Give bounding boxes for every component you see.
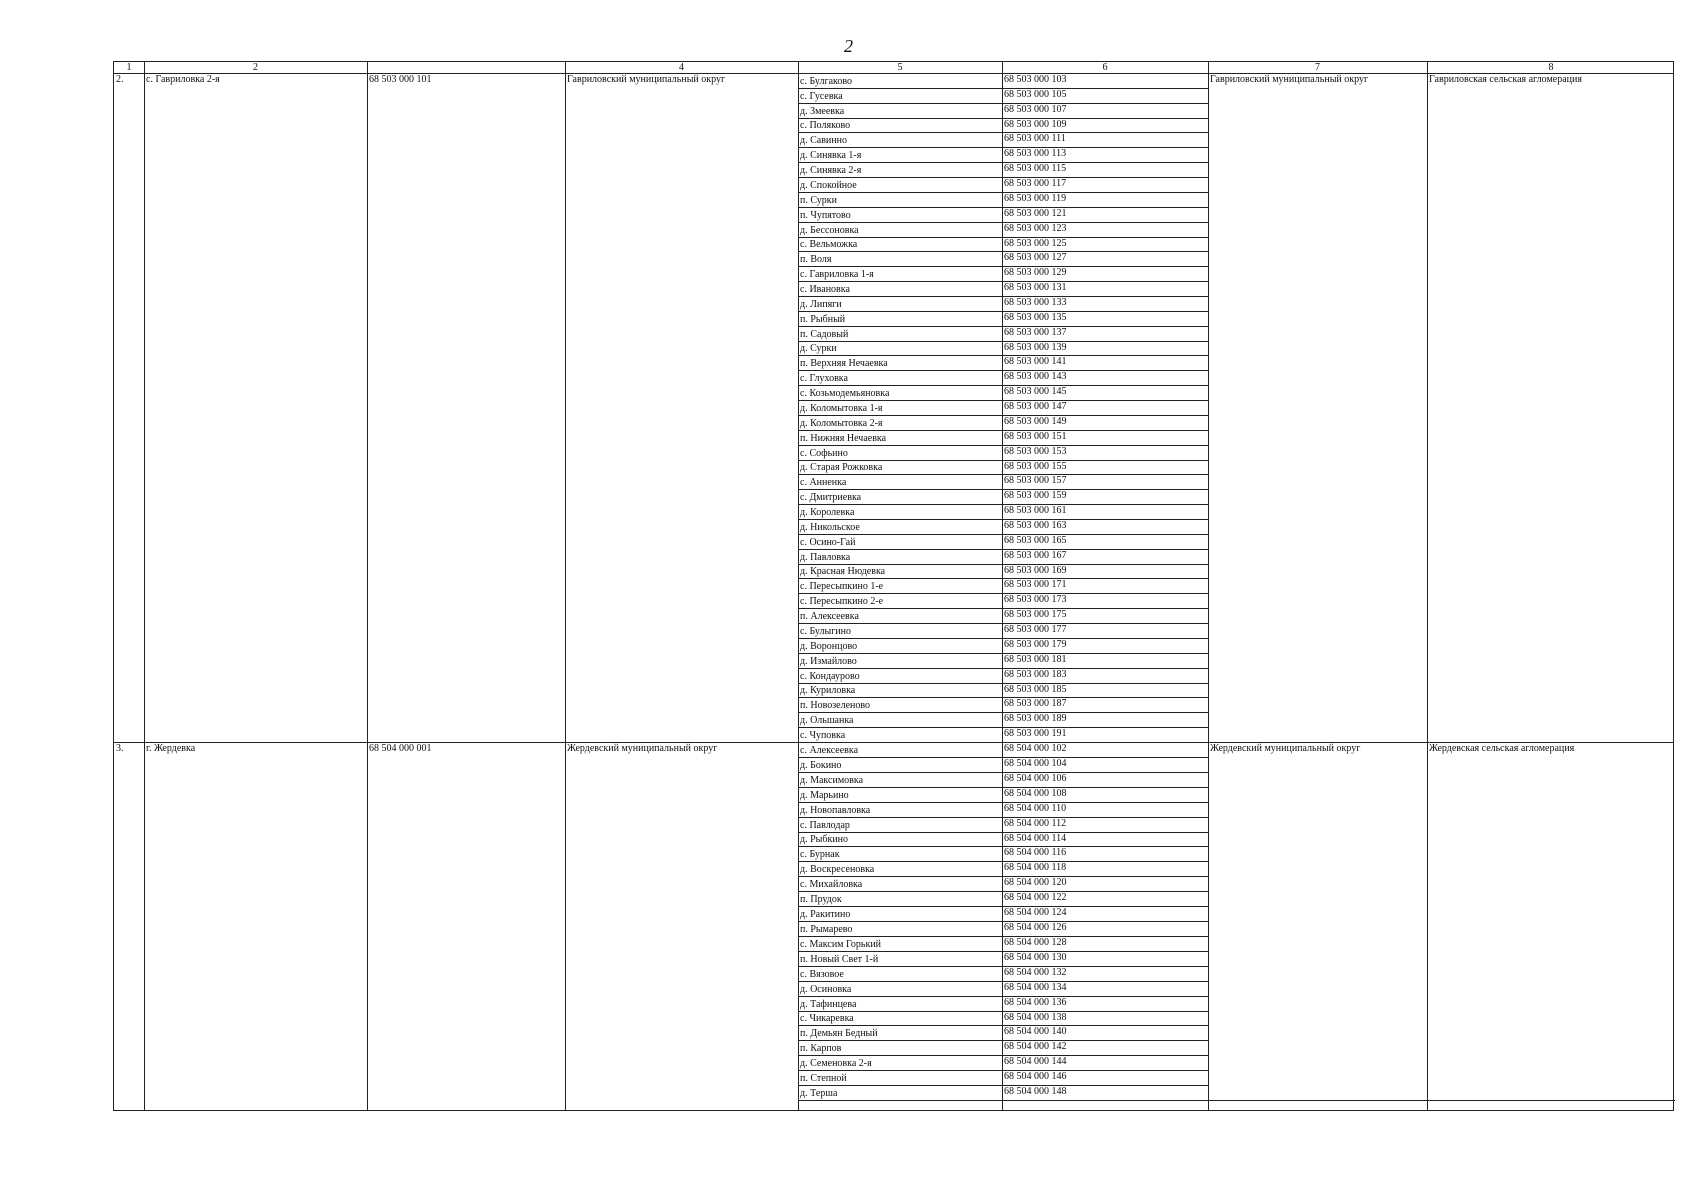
settlement-oktmo-code: 68 504 000 146: [1004, 1071, 1067, 1083]
settlement-oktmo-code: 68 503 000 147: [1004, 401, 1067, 413]
settlement-name: с. Пересыпкино 1-е: [800, 581, 884, 593]
settlement-name: п. Воля: [800, 254, 832, 266]
page-number: 2: [844, 36, 853, 56]
settlement-oktmo-code: 68 503 000 115: [1004, 163, 1067, 175]
settlement-name: д. Королевка: [800, 507, 855, 518]
column-divider: [565, 62, 566, 1110]
settlement-name: с. Ивановка: [800, 284, 850, 295]
settlement-name: с. Вельможка: [800, 239, 858, 251]
settlement-oktmo-code: 68 503 000 187: [1004, 698, 1067, 710]
settlement-oktmo-code: 68 504 000 108: [1004, 787, 1067, 799]
settlement-name: с. Павлодар: [800, 819, 850, 831]
column-divider: [1002, 62, 1003, 1110]
settlement-oktmo-code: 68 504 000 148: [1004, 1086, 1067, 1098]
center-settlement: г. Жердевка: [146, 743, 196, 754]
settlement-name: п. Новозеленово: [800, 700, 871, 712]
settlement-name: д. Змеевка: [800, 105, 845, 117]
settlement-name: д. Старая Рожковка: [800, 462, 883, 474]
settlement-name: д. Сурки: [800, 343, 837, 355]
settlement-oktmo-code: 68 504 000 102: [1004, 743, 1067, 754]
settlement-oktmo-code: 68 503 000 105: [1004, 88, 1067, 100]
center-oktmo-code: 68 504 000 001: [369, 743, 432, 754]
municipal-district: Гавриловский муниципальный округ: [567, 74, 726, 85]
settlement-oktmo-code: 68 503 000 161: [1004, 505, 1067, 517]
agglomeration-name: Жердевская сельская агломерация: [1429, 743, 1575, 754]
center-oktmo-code: 68 503 000 101: [369, 74, 432, 85]
settlement-oktmo-code: 68 503 000 143: [1004, 371, 1067, 383]
settlement-name: п. Степной: [800, 1073, 847, 1085]
settlement-oktmo-code: 68 503 000 177: [1004, 624, 1067, 636]
settlement-name: с. Козьмодемьяновка: [800, 388, 890, 400]
column-divider: [144, 62, 145, 1110]
settlement-name: с. Вязовое: [800, 968, 844, 980]
settlement-name: д. Павловка: [800, 551, 851, 563]
settlement-name: с. Михайловка: [800, 879, 863, 891]
settlement-registry-table: [113, 61, 1674, 1111]
settlement-oktmo-code: 68 504 000 144: [1004, 1056, 1067, 1068]
settlement-name: д. Осиновка: [800, 983, 852, 995]
header-cell-5: 5: [897, 62, 903, 73]
header-cell-8: 8: [1548, 62, 1554, 73]
settlement-oktmo-code: 68 503 000 169: [1004, 564, 1067, 576]
settlement-name: д. Марьино: [800, 789, 849, 801]
settlement-oktmo-code: 68 503 000 113: [1004, 148, 1067, 160]
settlement-name: п. Алексеевка: [800, 611, 859, 623]
settlement-name: п. Рымарево: [800, 923, 853, 935]
settlement-name: д. Синявка 2-я: [800, 165, 862, 177]
settlement-oktmo-code: 68 503 000 103: [1004, 74, 1067, 85]
settlement-name: п. Садовый: [800, 328, 849, 340]
center-settlement: с. Гавриловка 2-я: [146, 74, 220, 85]
settlement-name: п. Новый Свет 1-й: [800, 953, 879, 965]
settlement-name: д. Бессоновка: [800, 224, 859, 236]
settlement-oktmo-code: 68 504 000 140: [1004, 1026, 1067, 1038]
settlement-name: д. Липяги: [800, 298, 842, 310]
settlement-oktmo-code: 68 504 000 106: [1004, 772, 1067, 784]
municipal-district-col7: Гавриловский муниципальный округ: [1210, 74, 1369, 85]
settlement-oktmo-code: 68 503 000 125: [1004, 237, 1067, 249]
settlement-oktmo-code: 68 503 000 157: [1004, 475, 1067, 487]
column-divider: [367, 62, 368, 1110]
column-divider: [798, 62, 799, 1110]
settlement-name: с. Булгаково: [800, 75, 853, 87]
header-cell-6: 6: [1102, 62, 1108, 73]
settlement-name: п. Карпов: [800, 1043, 842, 1055]
settlement-name: д. Ракитино: [800, 909, 851, 920]
settlement-name: д. Ольшанка: [800, 715, 854, 727]
settlement-name: п. Рыбный: [800, 313, 846, 325]
settlement-oktmo-code: 68 504 000 116: [1004, 847, 1067, 859]
settlement-name: д. Коломытовка 1-я: [800, 402, 883, 414]
settlement-name: с. Софьино: [800, 447, 848, 459]
settlement-name: с. Чуповка: [800, 730, 846, 741]
settlement-oktmo-code: 68 503 000 129: [1004, 267, 1067, 279]
settlement-oktmo-code: 68 504 000 110: [1004, 802, 1067, 814]
row-number: 2.: [116, 74, 124, 85]
settlement-name: с. Поляково: [800, 120, 851, 132]
settlement-name: д. Новопавловка: [800, 804, 871, 816]
settlement-name: с. Чикаревка: [800, 1013, 854, 1025]
settlement-name: д. Терша: [800, 1088, 838, 1099]
settlement-name: с. Дмитриевка: [800, 492, 862, 504]
settlement-oktmo-code: 68 504 000 114: [1004, 832, 1067, 844]
settlement-oktmo-code: 68 504 000 128: [1004, 936, 1067, 948]
settlement-name: д. Бокино: [800, 759, 842, 771]
column-divider: [1208, 62, 1209, 1110]
settlement-oktmo-code: 68 503 000 173: [1004, 594, 1067, 606]
settlement-name: с. Гусевка: [800, 90, 843, 102]
settlement-name: с. Гавриловка 1-я: [800, 269, 874, 281]
settlement-name: п. Нижняя Нечаевка: [800, 432, 887, 444]
settlement-oktmo-code: 68 504 000 124: [1004, 907, 1067, 919]
settlement-name: п. Демьян Бедный: [800, 1028, 878, 1040]
settlement-name: д. Красная Нюдевка: [800, 566, 886, 578]
settlement-oktmo-code: 68 504 000 112: [1004, 817, 1067, 829]
settlement-name: п. Чупятово: [800, 209, 851, 221]
settlement-name: с. Алексеевка: [800, 744, 859, 756]
settlement-oktmo-code: 68 504 000 130: [1004, 951, 1067, 963]
settlement-name: с. Анненка: [800, 477, 847, 489]
settlement-oktmo-code: 68 503 000 149: [1004, 415, 1067, 427]
settlement-name: п. Верхняя Нечаевка: [800, 358, 888, 370]
settlement-oktmo-code: 68 503 000 123: [1004, 222, 1067, 234]
settlement-oktmo-code: 68 503 000 171: [1004, 579, 1067, 591]
settlement-name: с. Глуховка: [800, 373, 848, 385]
settlement-name: с. Осино-Гай: [800, 536, 856, 548]
settlement-oktmo-code: 68 503 000 119: [1004, 192, 1067, 204]
settlement-oktmo-code: 68 503 000 133: [1004, 297, 1067, 308]
settlement-oktmo-code: 68 503 000 145: [1004, 386, 1067, 398]
header-cell-1: 1: [126, 62, 132, 73]
settlement-oktmo-code: 68 504 000 104: [1004, 757, 1067, 769]
header-cell-2: 2: [253, 62, 258, 73]
settlement-name: д. Воскресеновка: [800, 864, 875, 876]
settlement-oktmo-code: 68 504 000 136: [1004, 996, 1067, 1008]
settlement-name: д. Спокойное: [800, 179, 857, 191]
settlement-oktmo-code: 68 503 000 141: [1004, 356, 1067, 368]
settlement-oktmo-code: 68 503 000 165: [1004, 534, 1067, 546]
settlement-oktmo-code: 68 503 000 185: [1004, 683, 1067, 695]
settlement-name: д. Савинно: [800, 135, 847, 147]
settlement-oktmo-code: 68 503 000 181: [1004, 653, 1067, 665]
settlement-oktmo-code: 68 504 000 138: [1004, 1011, 1067, 1023]
settlement-oktmo-code: 68 504 000 118: [1004, 862, 1067, 874]
settlement-name: д. Рыбкино: [800, 834, 849, 846]
settlement-name: д. Тафинцева: [800, 998, 857, 1010]
settlement-oktmo-code: 68 503 000 155: [1004, 460, 1067, 472]
settlement-oktmo-code: 68 504 000 120: [1004, 877, 1067, 889]
settlement-name: с. Булыгино: [800, 625, 852, 637]
settlement-name: с. Кондаурово: [800, 670, 860, 682]
settlement-name: п. Сурки: [800, 194, 837, 206]
settlement-oktmo-code: 68 503 000 179: [1004, 638, 1067, 650]
settlement-name: д. Измайлово: [800, 655, 857, 667]
settlement-name: п. Прудок: [800, 894, 842, 906]
settlement-name: с. Пересыпкино 2-е: [800, 596, 884, 608]
municipal-district: Жердевский муниципальный округ: [567, 743, 718, 754]
settlement-oktmo-code: 68 503 000 131: [1004, 282, 1067, 294]
settlement-name: д. Никольское: [800, 521, 860, 533]
settlement-oktmo-code: 68 504 000 122: [1004, 892, 1067, 904]
settlement-oktmo-code: 68 503 000 175: [1004, 609, 1067, 621]
settlement-name: д. Синявка 1-я: [800, 150, 862, 162]
settlement-oktmo-code: 68 503 000 111: [1004, 133, 1066, 145]
settlement-name: д. Коломытовка 2-я: [800, 417, 883, 429]
settlement-oktmo-code: 68 503 000 191: [1004, 728, 1067, 740]
header-cell-3: [367, 62, 565, 73]
municipal-district-col7: Жердевский муниципальный округ: [1210, 743, 1361, 754]
settlement-oktmo-code: 68 504 000 132: [1004, 966, 1067, 978]
settlement-oktmo-code: 68 504 000 126: [1004, 922, 1067, 933]
settlement-oktmo-code: 68 503 000 189: [1004, 713, 1067, 725]
settlement-name: д. Максимовка: [800, 774, 864, 786]
settlement-name: с. Максим Горький: [800, 938, 882, 950]
settlement-name: д. Воронцово: [800, 640, 858, 652]
settlement-oktmo-code: 68 503 000 139: [1004, 341, 1067, 353]
settlement-oktmo-code: 68 503 000 151: [1004, 430, 1067, 442]
settlement-oktmo-code: 68 503 000 137: [1004, 326, 1067, 338]
settlement-oktmo-code: 68 503 000 117: [1004, 178, 1067, 190]
settlement-oktmo-code: 68 503 000 121: [1004, 207, 1067, 219]
header-cell-7: 7: [1315, 62, 1320, 73]
settlement-oktmo-code: 68 503 000 163: [1004, 520, 1067, 531]
settlement-oktmo-code: 68 504 000 142: [1004, 1041, 1067, 1053]
settlement-name: д. Семеновка 2-я: [800, 1058, 872, 1070]
settlement-oktmo-code: 68 503 000 167: [1004, 549, 1067, 561]
settlement-name: с. Бурнак: [800, 849, 840, 861]
settlement-oktmo-code: 68 503 000 107: [1004, 103, 1067, 115]
settlement-oktmo-code: 68 503 000 127: [1004, 252, 1067, 264]
settlement-oktmo-code: 68 504 000 134: [1004, 981, 1067, 993]
settlement-oktmo-code: 68 503 000 109: [1004, 118, 1067, 130]
settlement-oktmo-code: 68 503 000 135: [1004, 311, 1067, 323]
row-number: 3.: [116, 743, 124, 754]
settlement-oktmo-code: 68 503 000 159: [1004, 490, 1067, 502]
settlement-name: д. Куриловка: [800, 685, 856, 697]
group-bottom-line-partial: [798, 1100, 1675, 1101]
header-cell-4: 4: [679, 62, 684, 73]
settlement-oktmo-code: 68 503 000 153: [1004, 445, 1067, 457]
settlement-oktmo-code: 68 503 000 183: [1004, 668, 1067, 680]
agglomeration-name: Гавриловская сельская агломерация: [1429, 74, 1582, 85]
column-divider: [1427, 62, 1428, 1110]
